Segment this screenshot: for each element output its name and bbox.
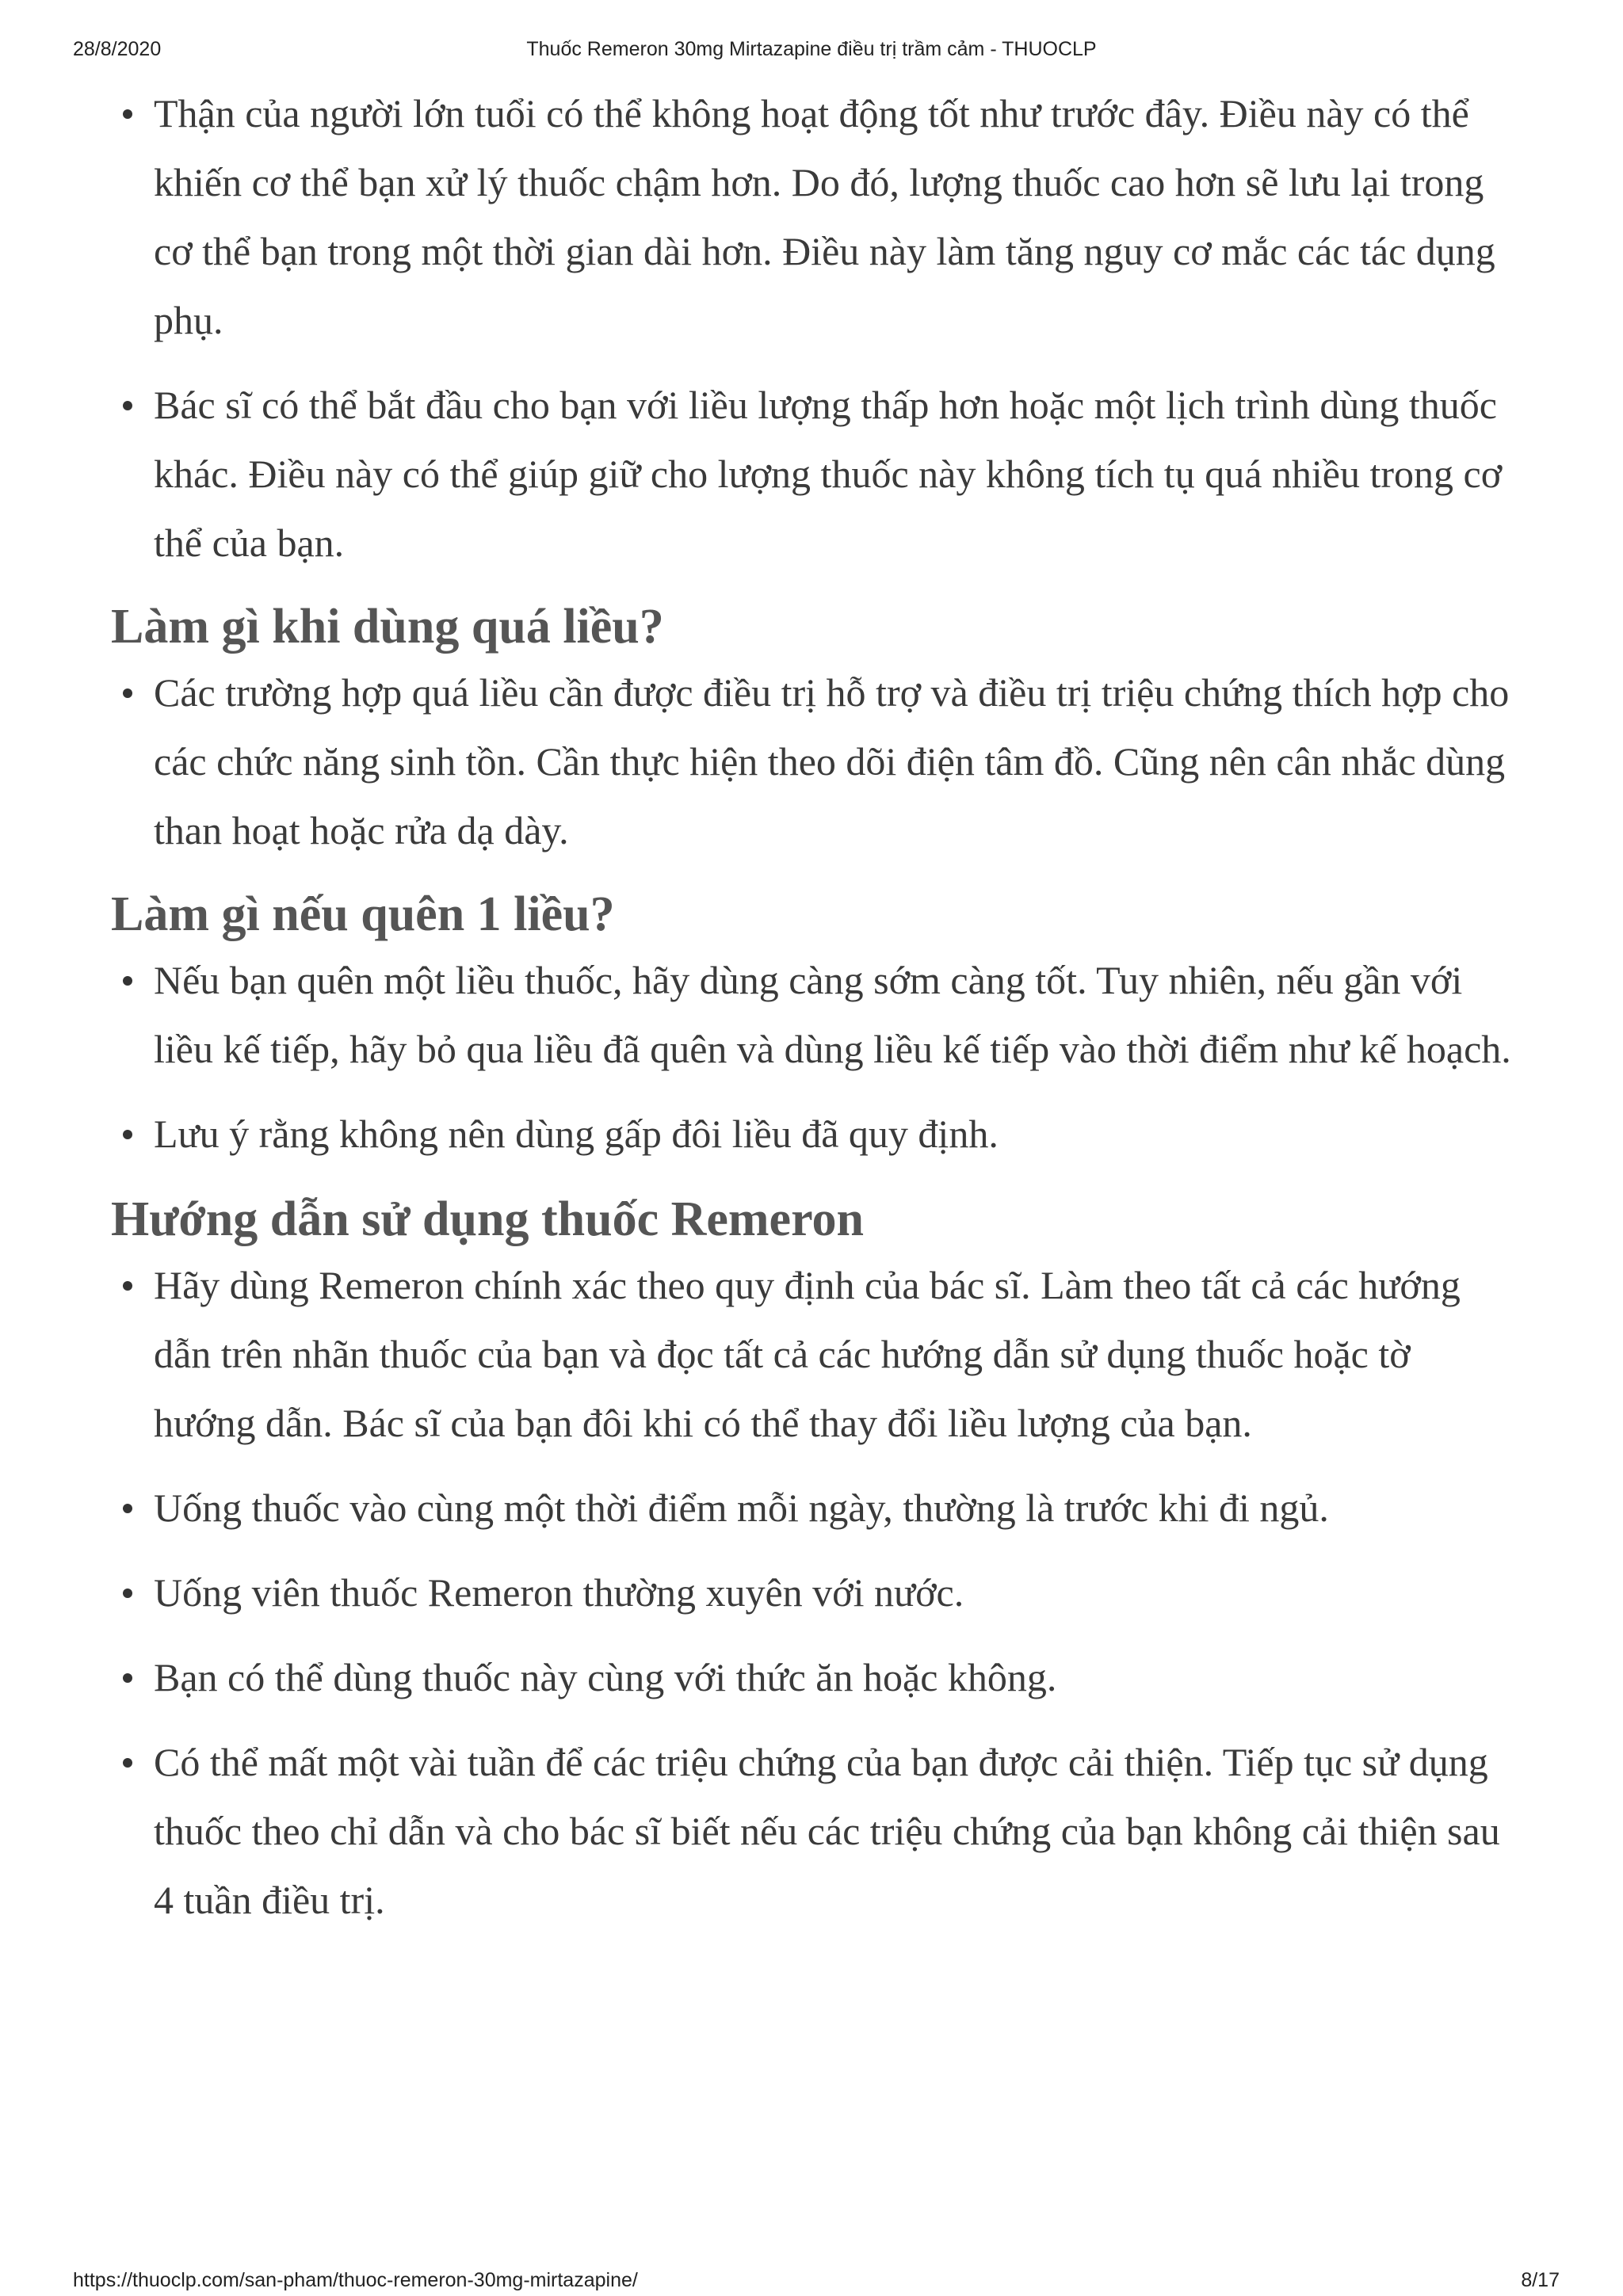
bullet-icon	[123, 1758, 132, 1768]
list-item-text: Bác sĩ có thể bắt đầu cho bạn với liều lượng thấp hơn hoặc một lịch trình dùng thuốc khác. Điều này có thể giúp giữ cho lượng thuốc này không tích tụ quá nhiều trong cơ thể của bạn.	[154, 383, 1503, 565]
bullet-icon	[123, 688, 132, 698]
list-item-text: Uống viên thuốc Remeron thường xuyên với nước.	[154, 1570, 964, 1615]
missed-dose-list	[111, 946, 1522, 1169]
list-item	[111, 1728, 1522, 1935]
list-item	[111, 1251, 1522, 1458]
bullet-icon	[123, 976, 132, 986]
page-url: https://thuoclp.com/san-pham/thuoc-remeron-30mg-mirtazapine/	[73, 2269, 638, 2291]
print-date: 28/8/2020	[73, 38, 162, 60]
list-item-text: Các trường hợp quá liều cần được điều trị hỗ trợ và điều trị triệu chứng thích hợp cho các chức năng sinh tồn. Cần thực hiện theo dõi điện tâm đồ. Cũng nên cân nhắc dùng than hoạt hoặc rửa dạ dày.	[154, 670, 1510, 852]
list-item	[111, 1100, 1522, 1169]
print-header	[0, 38, 1623, 70]
list-item	[111, 1474, 1522, 1543]
list-item-text: Thận của người lớn tuổi có thể không hoạt động tốt như trước đây. Điều này có thể khiến cơ thể bạn xử lý thuốc chậm hơn. Do đó, lượng thuốc cao hơn sẽ lưu lại trong cơ thể bạn trong một thời gian dài hơn. Điều này làm tăng nguy cơ mắc các tác dụng phụ.	[154, 91, 1495, 342]
article-content	[111, 79, 1522, 1935]
bullet-icon	[123, 1504, 132, 1513]
overdose-list	[111, 658, 1522, 865]
list-item-text: Nếu bạn quên một liều thuốc, hãy dùng càng sớm càng tốt. Tuy nhiên, nếu gần với liều kế tiếp, hãy bỏ qua liều đã quên và dùng liều kế tiếp vào thời điểm như kế hoạch.	[154, 958, 1511, 1071]
elderly-list	[111, 79, 1522, 578]
list-item	[111, 79, 1522, 355]
list-item	[111, 371, 1522, 578]
list-item-text: Hãy dùng Remeron chính xác theo quy định của bác sĩ. Làm theo tất cả các hướng dẫn trên nhãn thuốc của bạn và đọc tất cả các hướng dẫn sử dụng thuốc hoặc tờ hướng dẫn. Bác sĩ của bạn đôi khi có thể thay đổi liều lượng của bạn.	[154, 1263, 1461, 1445]
usage-list	[111, 1251, 1522, 1935]
bullet-icon	[123, 1589, 132, 1598]
bullet-icon	[123, 1281, 132, 1291]
list-item	[111, 1558, 1522, 1627]
bullet-icon	[123, 109, 132, 119]
heading-usage-instructions: Hướng dẫn sử dụng thuốc Remeron	[111, 1192, 864, 1246]
list-item-text: Uống thuốc vào cùng một thời điểm mỗi ngày, thường là trước khi đi ngủ.	[154, 1486, 1329, 1530]
print-footer	[0, 2269, 1623, 2296]
list-item	[111, 946, 1522, 1084]
list-item-text: Lưu ý rằng không nên dùng gấp đôi liều đã quy định.	[154, 1112, 999, 1156]
list-item-text: Bạn có thể dùng thuốc này cùng với thức ăn hoặc không.	[154, 1655, 1057, 1699]
list-item	[111, 658, 1522, 865]
bullet-icon	[123, 1673, 132, 1683]
list-item	[111, 1643, 1522, 1712]
page-number: 8/17	[1521, 2269, 1560, 2291]
heading-overdose: Làm gì khi dùng quá liều?	[111, 600, 664, 654]
print-document-title: Thuốc Remeron 30mg Mirtazapine điều trị trầm cảm - THUOCLP	[526, 38, 1097, 60]
bullet-icon	[123, 1130, 132, 1139]
list-item-text: Có thể mất một vài tuần để các triệu chứng của bạn được cải thiện. Tiếp tục sử dụng thuốc theo chỉ dẫn và cho bác sĩ biết nếu các triệu chứng của bạn không cải thiện sau 4 tuần điều trị.	[154, 1740, 1500, 1922]
heading-missed-dose: Làm gì nếu quên 1 liều?	[111, 887, 615, 941]
bullet-icon	[123, 401, 132, 410]
